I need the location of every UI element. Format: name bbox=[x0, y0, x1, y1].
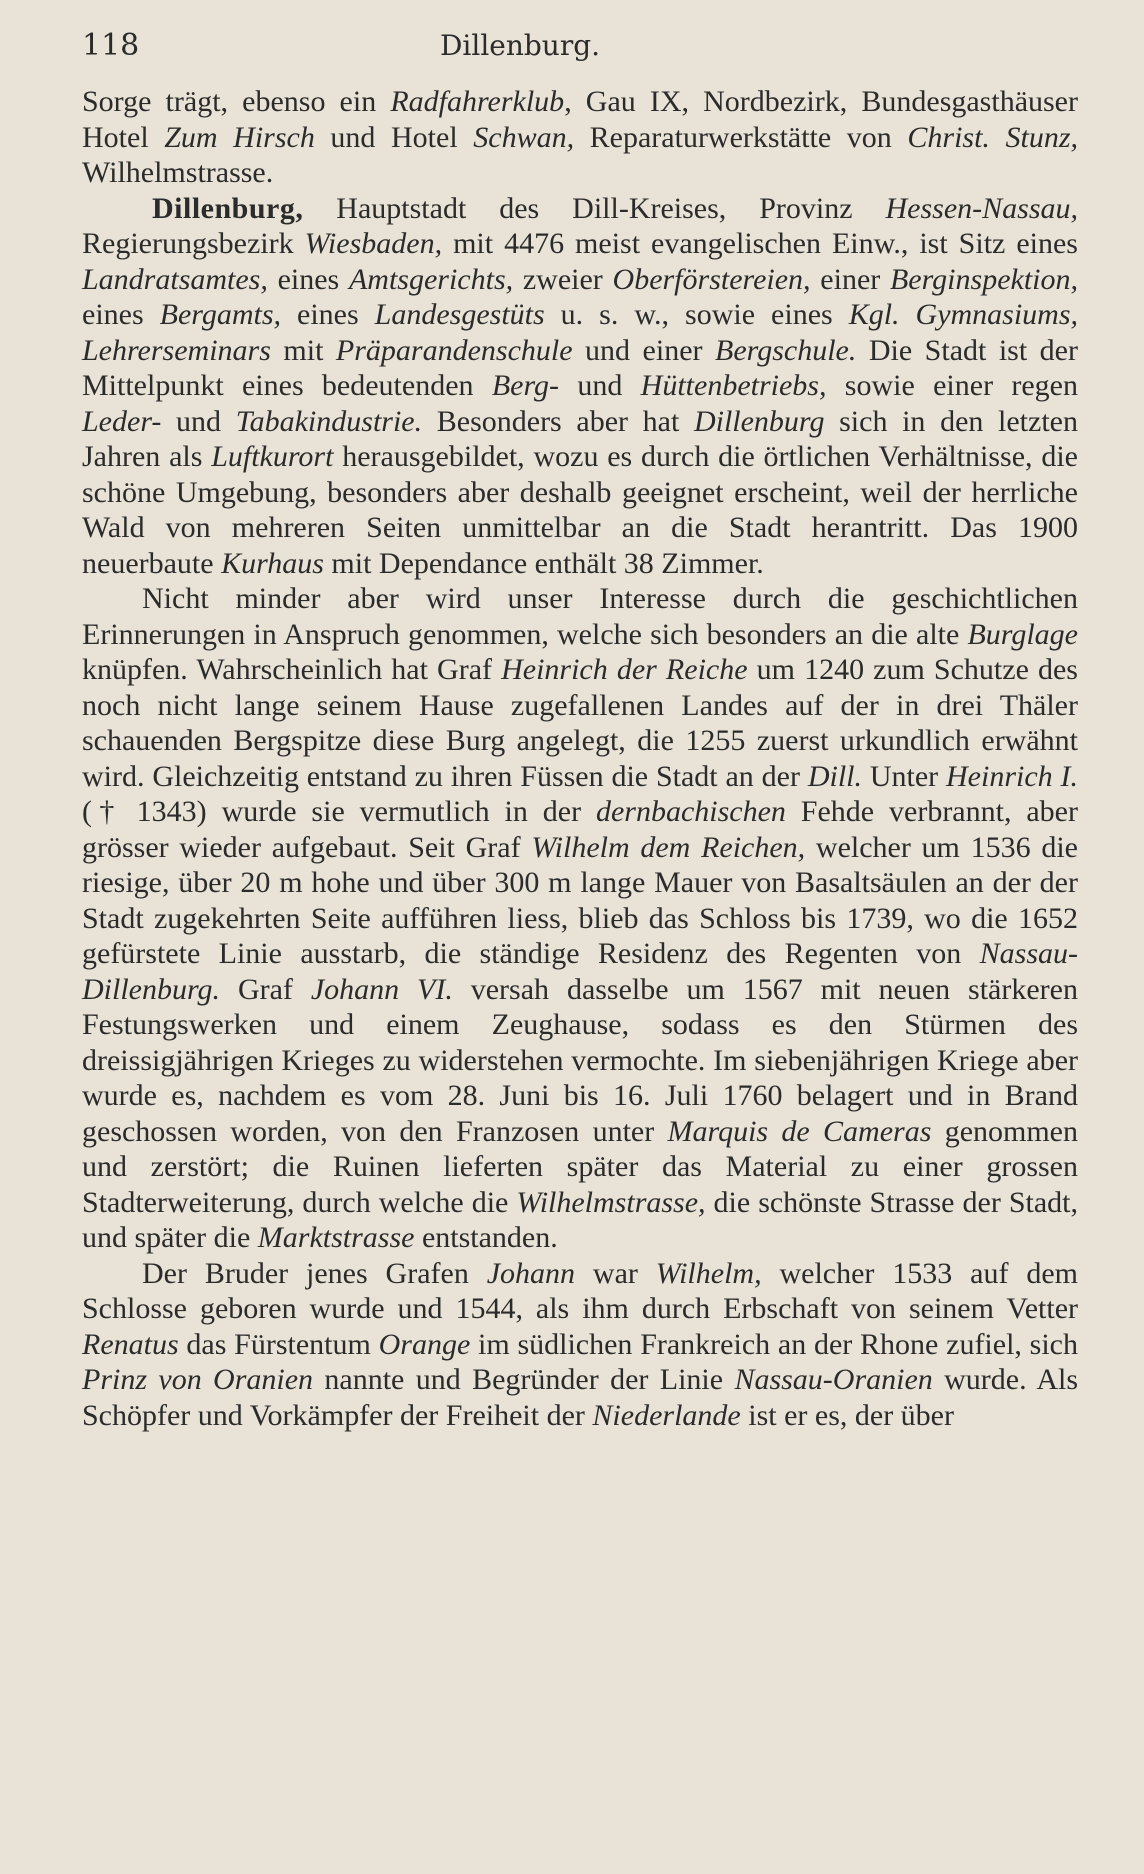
italic-term: Bergamts, bbox=[159, 298, 282, 331]
text-run: wurde. Als Schöpfer und Vorkämpfer der Freiheit der bbox=[82, 1363, 1078, 1432]
italic-term: Renatus bbox=[82, 1327, 179, 1361]
text-run: mit bbox=[270, 333, 336, 367]
italic-term: Wilhelm, bbox=[655, 1256, 762, 1290]
text-run: entstanden. bbox=[414, 1221, 558, 1254]
page-header bbox=[82, 28, 1078, 84]
text-run: eines bbox=[281, 298, 375, 331]
page-number: 118 bbox=[82, 28, 140, 63]
text-run: nannte und Begründer der Linie bbox=[313, 1363, 735, 1396]
italic-term: Landesgestüts bbox=[374, 298, 545, 331]
italic-term: Christ. Stunz, bbox=[907, 120, 1079, 154]
italic-term: Zum Hirsch bbox=[164, 120, 315, 154]
italic-term: Landratsamtes, bbox=[82, 262, 268, 296]
paragraph-history bbox=[82, 581, 1078, 1256]
italic-term: Heinrich der Reiche bbox=[501, 653, 748, 686]
italic-term: Kurhaus bbox=[221, 546, 324, 580]
italic-term: Lehrerseminars bbox=[82, 333, 271, 367]
italic-term: Berginspektion, bbox=[889, 262, 1078, 296]
text-run: Reparaturwerkstätte von bbox=[574, 120, 908, 154]
italic-term: Marquis de Cameras bbox=[667, 1114, 932, 1148]
running-title: Dillenburg. bbox=[439, 29, 601, 62]
italic-term: Prinz von Oranien bbox=[82, 1363, 314, 1396]
text-run: das Fürstentum bbox=[178, 1327, 379, 1361]
italic-term: Burglage bbox=[967, 617, 1078, 651]
text-run: im südlichen Frankreich an der Rhone zufiel, sich bbox=[470, 1327, 1078, 1361]
text-run: genommen und zerstört; die Ruinen lieferten später das Material zu einer grossen Stadterweiterung, durch welche die bbox=[82, 1114, 1078, 1219]
italic-term: Dillenburg bbox=[693, 404, 825, 438]
italic-term: Schwan, bbox=[473, 120, 575, 154]
text-run: herausgebildet, wozu es durch die örtlichen Verhältnisse, die schöne Umgebung, besonders aber deshalb geeignet erscheint, weil der herrliche Wald von mehreren Seiten unmittelbar an die Stadt herantritt. Das 1900 neuerbaute bbox=[82, 440, 1078, 580]
text-run: eines bbox=[267, 262, 349, 296]
italic-term: Nassau-Oranien bbox=[734, 1363, 933, 1396]
italic-term: Präparandenschule bbox=[335, 333, 573, 367]
text-run: mit Dependance enthält 38 Zimmer. bbox=[323, 546, 764, 580]
italic-term: Wiesbaden, bbox=[304, 227, 443, 260]
italic-term: Leder- bbox=[82, 404, 162, 438]
text-run: welcher um 1536 die riesige, über 20 m hohe und über 300 m lange Mauer von Basaltsäulen an der der Stadt zugekehrten Seite aufführen liess, blieb das Schloss bis 1739, wo die 1652 gefürstete Linie ausstarb, die ständige Residenz des Regenten von bbox=[82, 830, 1078, 970]
paragraph-continuation bbox=[82, 84, 1078, 191]
italic-term: Kgl. Gymnasiums, bbox=[848, 298, 1079, 331]
text-run: Hauptstadt des Dill-Kreises, Provinz bbox=[303, 191, 886, 225]
text-run: Besonders aber hat bbox=[422, 404, 694, 438]
text-run: Wilhelmstrasse. bbox=[82, 156, 274, 189]
italic-term: Luftkurort bbox=[211, 440, 334, 473]
italic-term: Hessen-Nassau, bbox=[885, 191, 1078, 225]
paragraph-wilhelm bbox=[82, 1256, 1078, 1434]
text-run: Der Bruder jenes Grafen bbox=[142, 1256, 487, 1290]
italic-term: Bergschule. bbox=[715, 333, 857, 367]
entry-headword: Dillenburg, bbox=[152, 191, 304, 225]
text-run: und Hotel bbox=[314, 120, 474, 154]
italic-term: Radfahrerklub bbox=[390, 85, 565, 118]
body-text bbox=[82, 84, 1078, 1433]
text-run: versah dasselbe um 1567 mit neuen stärkeren Festungswerken und einem Zeughause, sodass es den Stürmen des dreissigjährigen Krieges zu widerstehen vermochte. Im siebenjährigen Kriege aber wurde es, nachdem es vom 28. Juni bis 16. Juli 1760 belagert und in Brand geschossen worden, von den Franzosen unter bbox=[82, 972, 1078, 1148]
text-run: Unter bbox=[861, 759, 946, 793]
text-run: Nicht minder aber wird unser Interesse durch die geschichtlichen Erinnerungen in Anspruch genommen, welche sich besonders an die alte bbox=[82, 582, 1078, 651]
text-run: welcher 1533 auf dem Schlosse geboren wurde und 1544, als ihm durch Erbschaft von seinem Vetter bbox=[82, 1256, 1078, 1325]
text-run: Regierungsbezirk bbox=[82, 227, 305, 260]
text-run: mit 4476 meist evangelischen Einw., ist Sitz eines bbox=[442, 227, 1078, 260]
text-run: sowie einer regen bbox=[826, 369, 1078, 402]
italic-term: Johann VI. bbox=[310, 972, 453, 1006]
text-run: sich in den letzten Jahren als bbox=[82, 404, 1078, 473]
italic-term: dernbachischen bbox=[595, 795, 786, 828]
text-run: eines bbox=[82, 298, 160, 331]
text-run: und bbox=[161, 404, 236, 438]
italic-term: Johann bbox=[486, 1256, 576, 1290]
italic-term: Orange bbox=[378, 1327, 471, 1361]
text-run: die schönste Strasse der Stadt, und später die bbox=[82, 1185, 1078, 1254]
text-run: († 1343) wurde sie vermutlich in der bbox=[82, 795, 596, 828]
text-run: Sorge trägt, ebenso ein bbox=[82, 85, 391, 118]
italic-term: Berg- bbox=[491, 369, 560, 402]
italic-term: Nassau-Dillenburg. bbox=[82, 937, 1078, 1006]
italic-term: Wilhelm dem Reichen, bbox=[531, 830, 806, 864]
italic-term: Hüttenbetriebs, bbox=[640, 369, 827, 402]
text-run: und bbox=[559, 369, 641, 402]
italic-term: Wilhelmstrasse, bbox=[516, 1185, 706, 1219]
italic-term: Oberförstereien, bbox=[612, 262, 811, 296]
italic-term: Marktstrasse bbox=[257, 1221, 415, 1254]
text-run: Graf bbox=[220, 972, 311, 1006]
italic-term: Amtsgerichts, bbox=[348, 262, 514, 296]
text-run: , Gau IX, Nordbezirk, Bundesgasthäuser Hotel bbox=[82, 85, 1078, 154]
italic-term: Tabakindustrie. bbox=[235, 404, 423, 438]
text-run: einer bbox=[810, 262, 890, 296]
text-run: Fehde verbrannt, aber grösser wieder aufgebaut. Seit Graf bbox=[82, 795, 1078, 864]
italic-term: Dill. bbox=[807, 759, 862, 793]
text-run: um 1240 zum Schutze des noch nicht lange seinem Hause zugefallenen Landes auf der in drei Thäler schauenden Bergspitze diese Burg angelegt, die 1255 zuerst urkundlich erwähnt wird. Gleichzeitig entstand zu ihren Füssen die Stadt an der bbox=[82, 653, 1078, 793]
text-run: und einer bbox=[572, 333, 716, 367]
text-run: u. s. w., sowie eines bbox=[544, 298, 849, 331]
paragraph-entry-dillenburg bbox=[82, 191, 1078, 582]
text-run: war bbox=[575, 1256, 656, 1290]
text-run: Die Stadt ist der Mittelpunkt eines bedeutenden bbox=[82, 333, 1078, 402]
text-run: zweier bbox=[513, 262, 613, 296]
italic-term: Heinrich I. bbox=[946, 759, 1078, 793]
text-run: knüpfen. Wahrscheinlich hat Graf bbox=[82, 653, 502, 686]
text-run: ist er es, der über bbox=[740, 1398, 954, 1432]
italic-term: Niederlande bbox=[592, 1398, 741, 1432]
